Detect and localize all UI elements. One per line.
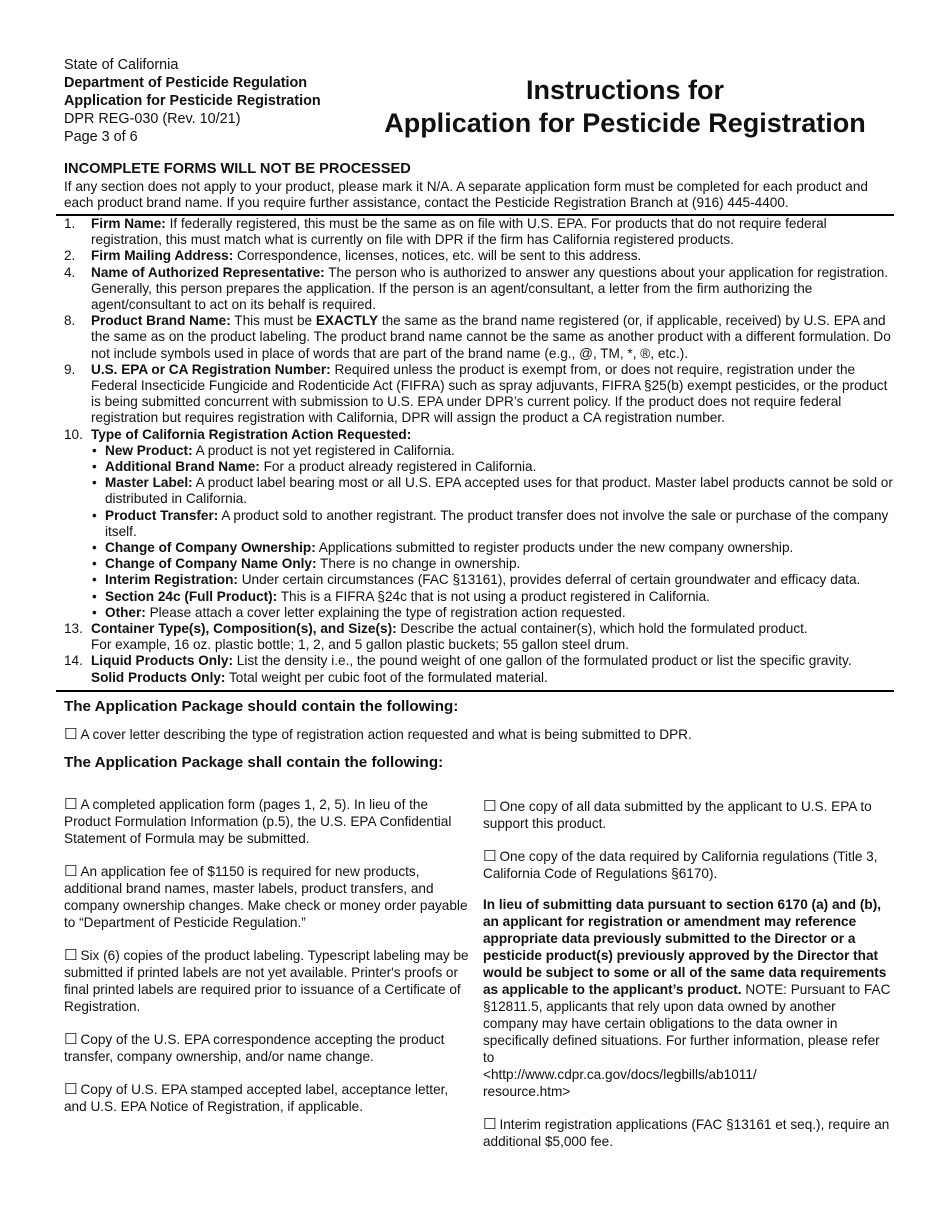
reference-url: <http://www.cdpr.ca.gov/docs/legbills/ab1011/ [483,1067,757,1082]
checklist-item: ☐ One copy of the data required by California regulations (Title 3, California Code of Regulations §6170). [483,847,878,881]
instruction-list [64,216,894,686]
incomplete-warning: INCOMPLETE FORMS WILL NOT BE PROCESSED [64,161,411,177]
bullet-item: • Product Transfer: A product sold to another registrant. The product transfer does not involve the sale or purchase of the company itself. [91,508,894,540]
application-name: Application for Pesticide Registration [64,93,321,109]
checklist-item: ☐ A completed application form (pages 1, 2, 5). In lieu of the Product Formulation Information (p.5), the U.S. EPA Confidential Statement of Formula may be submitted. [64,795,452,846]
checklist-item: ☐ Copy of the U.S. EPA correspondence accepting the product transfer, company ownership, and/or name change. [64,1030,445,1064]
bullet-item: • Master Label: A product label bearing most or all U.S. EPA accepted uses for that product. Master label products cannot be sold or distributed in California. [91,475,894,507]
bullet-item: • Change of Company Name Only: There is no change in ownership. [91,556,894,572]
form-header-info [64,56,321,146]
intro-text: If any section does not apply to your product, please mark it N/A. A separate application form must be completed for each product and each product brand name. If you require further assistance, contact the Pesticide Registration Branch at (916) 445-4400. [64,179,868,210]
bullet-item: • Interim Registration: Under certain circumstances (FAC §13161), provides deferral of certain groundwater and efficacy data. [91,572,894,588]
package-left-column [64,796,470,1115]
state-name: State of California [64,57,179,73]
list-item: 9. U.S. EPA or CA Registration Number: Required unless the product is exempt from, or does not require, registration under the Federal Insecticide Fungicide and Rodenticide Act (FIFRA) such as spray adjuvants, FIFRA §25(b) exempt pesticides, or the product is being submitted concurrent with submission to U.S. EPA under DPR’s current policy. If the product does not require federal registration but requires registration with California, DPR will assign the product a CA registration number. [64,361,888,426]
checkbox[interactable]: ☐ [64,862,78,880]
checklist-item: ☐ One copy of all data submitted by the applicant to U.S. EPA to support this product. [483,797,872,831]
divider [56,690,894,692]
checkbox[interactable]: ☐ [483,847,497,865]
data-reference-note: In lieu of submitting data pursuant to section 6170 (a) and (b), an applicant for registration or amendment may reference appropriate data previously submitted to the Director or a pesticide product(s) previously approved by the Director that would be subject to some or all of the same data requirements as applicable to the applicant’s product. NOTE: Pursuant to FAC §12811.5, applicants that rely upon data owned by another company may have certain obligations to the data owner in specifically defined situations. For further information, please refer to <http://www.cdpr.ca.gov/docs/legbills/ab1011/ resource.htm> [483,897,891,1099]
registration-action-list [91,443,894,621]
list-item: 14. Liquid Products Only: List the density i.e., the pound weight of one gallon of the formulated product or list the specific gravity. Solid Products Only: Total weight per cubic foot of the formulated material. [64,653,852,685]
package-right-column [483,798,893,1150]
form-id: DPR REG-030 (Rev. 10/21) [64,111,241,127]
shall-contain-heading: The Application Package shall contain the following: [64,754,444,771]
checkbox[interactable]: ☐ [64,946,78,964]
bullet-item: • Change of Company Ownership: Applications submitted to register products under the new company ownership. [91,540,894,556]
checkbox[interactable]: ☐ [64,1030,78,1048]
checklist-item: ☐ Copy of U.S. EPA stamped accepted label, acceptance letter, and U.S. EPA Notice of Registration, if applicable. [64,1080,449,1114]
page-number: Page 3 of 6 [64,129,138,145]
bullet-item: • Other: Please attach a cover letter explaining the type of registration action requested. [91,605,894,621]
checkbox[interactable]: ☐ [64,725,78,743]
checklist-item: ☐ Six (6) copies of the product labeling. Typescript labeling may be submitted if printed labels are not yet available. Printer's proofs or final printed labels are required prior to issuance of a Certificate of Registration. [64,946,469,1014]
bullet-item: • New Product: A product is not yet registered in California. [91,443,894,459]
checkbox[interactable]: ☐ [64,795,78,813]
bullet-item: • Additional Brand Name: For a product already registered in California. [91,459,894,475]
department-name: Department of Pesticide Regulation [64,75,308,91]
list-item: 8. Product Brand Name: This must be EXACTLY the same as the brand name registered (or, if applicable, received) by U.S. EPA and the same as on the product labeling. The product brand name cannot be the same as another product with a different formulation. Do not include symbols used in place of words that are part of the brand name (e.g., @, TM, *, ®, etc.). [64,313,891,361]
cover-letter-item: ☐ A cover letter describing the type of registration action requested and what is being submitted to DPR. [64,725,692,743]
checklist-item: ☐ Interim registration applications (FAC §13161 et seq.), require an additional $5,000 fee. [483,1115,890,1149]
list-item: 13. Container Type(s), Composition(s), and Size(s): Describe the actual container(s), which hold the formulated product. For example, 16 oz. plastic bottle; 1, 2, and 5 gallon plastic buckets; 55 gallon steel drum. [64,621,808,653]
page-title: Instructions for Application for Pesticide Registration [384,75,866,138]
list-item: 4. Name of Authorized Representative: The person who is authorized to answer any questions about your application for registration. Generally, this person prepares the application. If the person is an agent/consultant, a letter from the firm authorizing the agent/consultant to act on its behalf is required. [64,264,889,313]
checklist-item: ☐ An application fee of $1150 is required for new products, additional brand names, master labels, product transfers, and company ownership changes. Make check or money order payable to “Department of Pesticide Regulation.” [64,862,468,930]
bullet-item: • Section 24c (Full Product): This is a FIFRA §24c that is not using a product registered in California. [91,589,894,605]
checkbox[interactable]: ☐ [483,1115,497,1133]
list-item: 1. Firm Name: If federally registered, this must be the same as on file with U.S. EPA. For products that do not require federal registration, this must match what is currently on file with DPR if the firm has California registered products. [64,216,827,248]
checkbox[interactable]: ☐ [483,797,497,815]
list-item: 10. Type of California Registration Action Requested: • New Product: A product is not yet registered in California. • Additional Brand Name: For a product already registered in California. • Master Label: A product label bearing most or all U.S. EPA accepted uses for that product. Master label products cannot be sold or distributed in California. • Product Transfer: A product sold to another registrant. The product transfer does not involve the sale or purchase of the company itself. • Change of Company Ownership: Applications submitted to register products under the new company ownership. • Change of Company Name Only: There is no change in ownership. • Interim Registration: Under certain circumstances (FAC §13161), provides deferral of certain groundwater and efficacy data. • Section 24c (Full Product): This is a FIFRA §24c that is not using a product registered in California. • Other: Please attach a cover letter explaining the type of registration action requested. [64,427,894,621]
checkbox[interactable]: ☐ [64,1080,78,1098]
list-item: 2. Firm Mailing Address: Correspondence, licenses, notices, etc. will be sent to this address. [64,248,642,264]
should-contain-heading: The Application Package should contain the following: [64,698,459,715]
